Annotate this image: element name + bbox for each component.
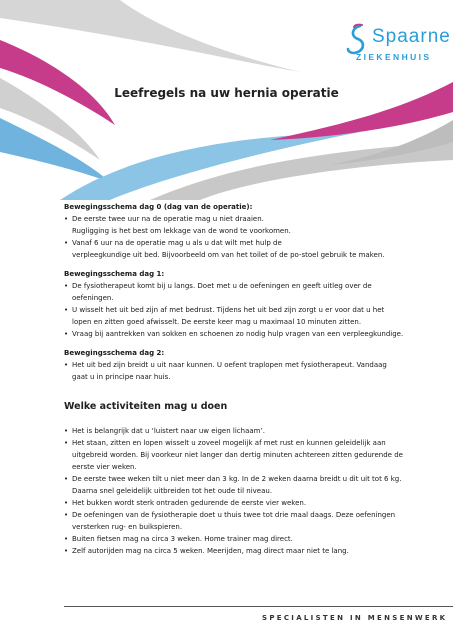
list-item: • De eerste twee weken tilt u niet meer dan 3 kg. In de 2 weken daarna breidt u dit uit tot 6 kg. Daarna snel geleidelijk uitbreiden tot het oude til niveau. [64,473,404,497]
document-body [64,201,404,557]
list-item: • Het staan, zitten en lopen wisselt u zoveel mogelijk af met rust en kunnen geleidelijk aan uitgebreid worden. Bij voorkeur niet langer dan dertig minuten achtereen zitten gedurende de eerste vier weken. [64,437,404,473]
page-title: Leefregels na uw hernia operatie [114,86,339,100]
section-heading-day2: Bewegingsschema dag 2: [64,349,165,357]
list-item: • Het is belangrijk dat u ‘luistert naar uw eigen lichaam’. [64,425,404,437]
list-item: • Buiten fietsen mag na circa 3 weken. Home trainer mag direct. [64,533,404,545]
footer-tagline: SPECIALISTEN IN MENSENWERK [262,614,448,622]
logo-subtitle: ZIEKENHUIS [356,52,432,62]
list-item-continuation: Rugligging is het best om lekkage van de wond te voorkomen. [72,227,291,235]
list-item: • De oefeningen van de fysiotherapie doet u thuis twee tot drie maal daags. Deze oefeningen versterken rug- en buikspieren. [64,509,404,533]
list-item: • De fysiotherapeut komt bij u langs. Doet met u de oefeningen en geeft uitleg over de oefeningen. [64,280,404,304]
logo-wordmark: Spaarne [372,26,451,47]
list-item: • Zelf autorijden mag na circa 5 weken. Meerijden, mag direct maar niet te lang. [64,545,404,557]
section-heading-day0: Bewegingsschema dag 0 (dag van de operatie): [64,203,253,211]
list-item-continuation: gaat u in principe naar huis. [72,373,171,381]
list-item-continuation: verpleegkundige uit bed. Bijvoorbeeld om van het toilet of de po-stoel gebruik te maken. [72,251,385,259]
list-item: • Het bukken wordt sterk ontraden gedurende de eerste vier weken. [64,497,404,509]
list-item: • Vraag bij aantrekken van sokken en schoenen zo nodig hulp vragen van een verpleegkundige. [64,328,404,340]
list-item: • U wisselt het uit bed zijn af met bedrust. Tijdens het uit bed zijn zorgt u er voor dat u het lopen en zitten goed afwisselt. De eerste keer mag u maximaal 10 minuten zitten. [64,304,404,328]
list-item: • De eerste twee uur na de operatie mag u niet draaien. [64,213,404,225]
footer-divider [64,606,453,607]
list-item: • Vanaf 6 uur na de operatie mag u als u dat wilt met hulp de [64,237,404,249]
gray-swoosh-top [0,0,300,72]
section-heading-day1: Bewegingsschema dag 1: [64,270,165,278]
activities-heading: Welke activiteiten mag u doen [64,401,228,412]
list-item: • Het uit bed zijn breidt u uit naar kunnen. U oefent traplopen met fysiotherapeut. Vandaag [64,359,404,371]
